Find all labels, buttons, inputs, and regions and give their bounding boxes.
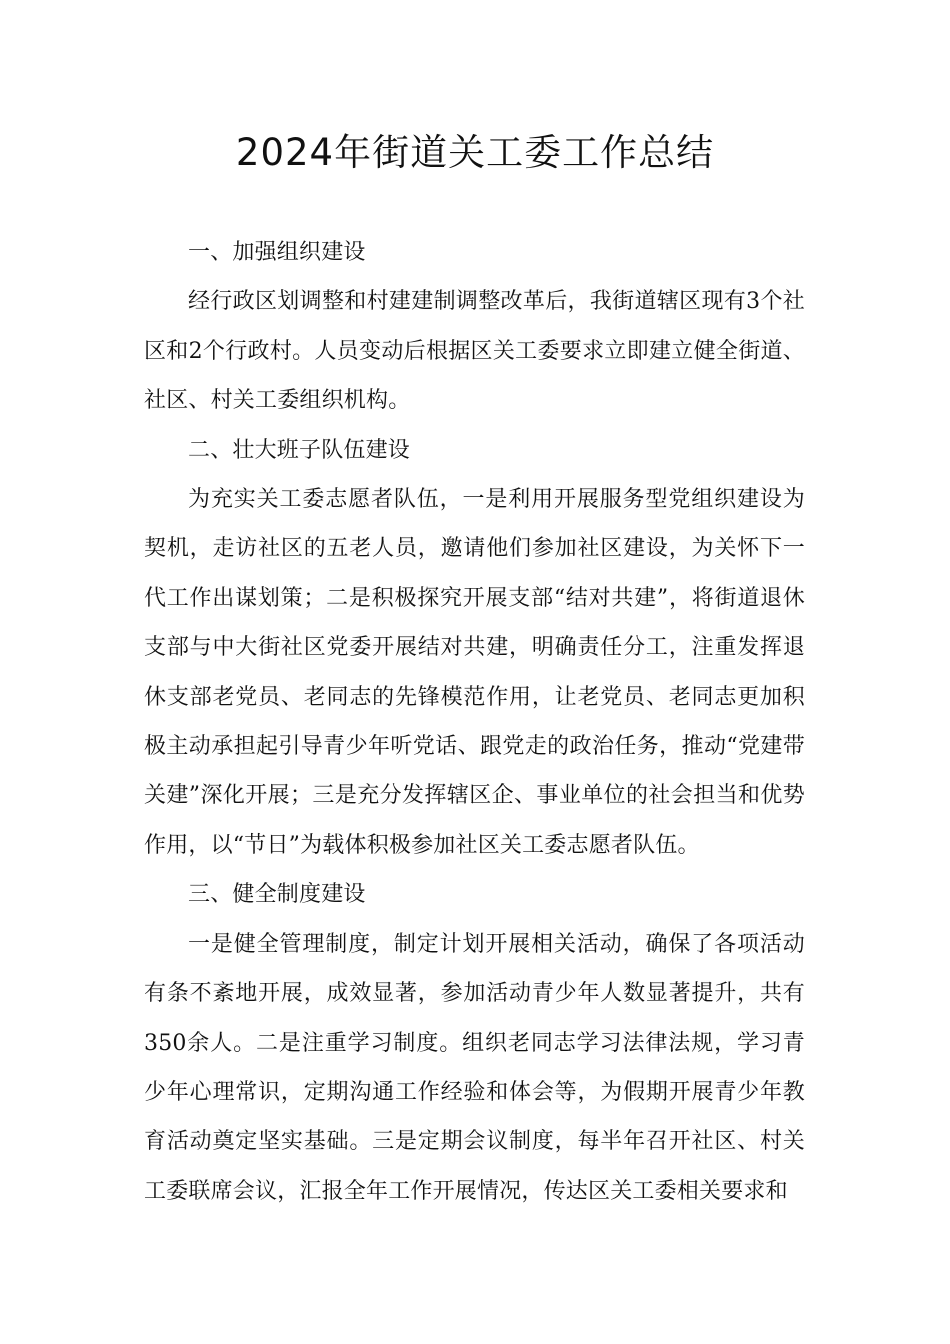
document-title: 2024年街道关工委工作总结 (235, 131, 715, 174)
body-paragraph-2: 为充实关工委志愿者队伍，一是利用开展服务型党组织建设为契机，走访社区的五老人员，邀请他们参加社区建设，为关怀下一代工作出谋划策；二是积极探究开展支部“结对共建”，将街道退休支部与中大街社区党委开展结对共建，明确责任分工，注重发挥退休支部老党员、老同志的先锋模范作用，让老党员、老同志更加积极主动承担起引导青少年听党话、跟党走的政治任务，推动“党建带关建”深化开展；三是充分发挥辖区企、事业单位的社会担当和优势作用，以“节日”为载体积极参加社区关工委志愿者队伍。 (144, 487, 805, 858)
section-heading-3: 三、健全制度建设 (188, 882, 366, 908)
document-body (144, 228, 805, 1216)
section-heading-1: 一、加强组织建设 (188, 240, 366, 265)
body-paragraph-1: 经行政区划调整和村建建制调整改革后，我街道辖区现有3个社区和2个行政村。人员变动后根据区关工委要求立即建立健全街道、社区、村关工委组织机构。 (144, 289, 805, 414)
section-heading-2: 二、壮大班子队伍建设 (188, 437, 411, 463)
body-paragraph-3: 一是健全管理制度，制定计划开展相关活动，确保了各项活动有条不紊地开展，成效显著，参加活动青少年人数显著提升，共有350余人。二是注重学习制度。组织老同志学习法律法规，学习青少年心理常识，定期沟通工作经验和体会等，为假期开展青少年教育活动奠定坚实基础。三是定期会议制度，每半年召开社区、村关工委联席会议，汇报全年工作开展情况，传达区关工委相关要求和 (144, 931, 805, 1204)
